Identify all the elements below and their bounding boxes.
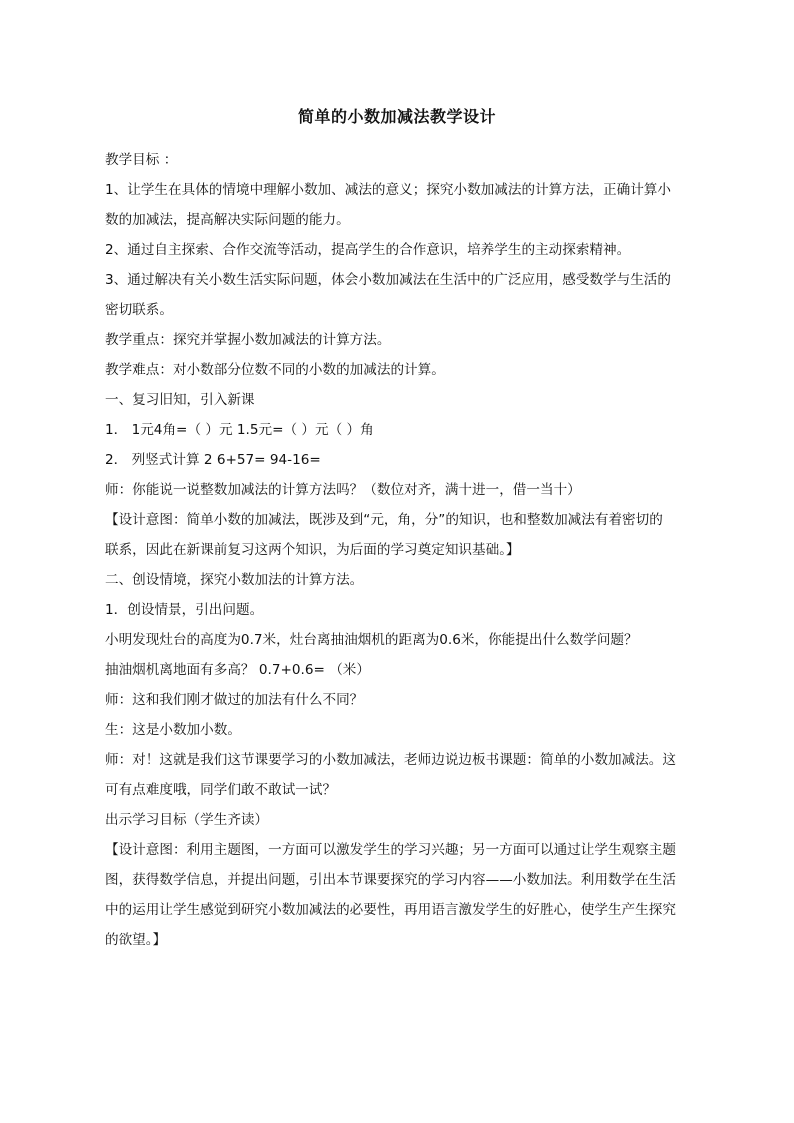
text-line: 2、通过自主探索、合作交流等活动，提高学生的合作意识，培养学生的主动探索精神。 (105, 242, 631, 258)
document-body (105, 145, 695, 955)
text-line: 中的运用让学生感觉到研究小数加减法的必要性，再用语言激发学生的好胜心，使学生产生探究 (105, 902, 676, 918)
text-line: 小明发现灶台的高度为0.7米，灶台离抽油烟机的距离为0.6米，你能提出什么数学问题？ (105, 632, 638, 648)
text-line: 【设计意图：简单小数的加减法，既涉及到“元，角，分”的知识，也和整数加减法有着密切的 (105, 512, 663, 528)
text-line: 出示学习目标（学生齐读） (105, 812, 269, 828)
text-line: 可有点难度哦，同学们敢不敢试一试？ (105, 782, 337, 798)
text-line: 3、通过解决有关小数生活实际问题，体会小数加减法在生活中的广泛应用，感受数学与生活的 (105, 272, 671, 288)
text-line: 师：对！这就是我们这节课要学习的小数加减法，老师边说边板书课题：简单的小数加减法。这 (105, 752, 676, 768)
text-line: 1． 1元4角=（ ）元 1.5元=（ ）元（ ）角 (105, 422, 374, 438)
text-line: 生：这是小数加小数。 (105, 722, 241, 738)
document-title: 简单的小数加减法教学设计 (297, 107, 496, 126)
text-line: 1、让学生在具体的情境中理解小数加、减法的意义；探究小数加减法的计算方法，正确计算小 (105, 182, 671, 198)
text-line: 师：这和我们刚才做过的加法有什么不同？ (105, 692, 364, 708)
text-line: 图，获得数学信息，并提出问题，引出本节课要探究的学习内容——小数加法。利用数学在生活 (105, 872, 676, 888)
section-heading: 一、复习旧知，引入新课 (105, 392, 255, 408)
section-heading: 二、创设情境，探究小数加法的计算方法。 (105, 572, 364, 588)
text-line: 数的加减法，提高解决实际问题的能力。 (105, 212, 350, 228)
text-line: 密切联系。 (105, 302, 173, 318)
text-line: 教学目标 ： (105, 152, 178, 168)
text-line: 教学难点：对小数部分位数不同的小数的加减法的计算。 (105, 362, 445, 378)
text-line: 师：你能说一说整数加减法的计算方法吗？（数位对齐，满十进一，借一当十） (105, 482, 581, 498)
text-line: 抽油烟机离地面有多高？ 0.7+0.6= （米） (105, 662, 370, 678)
text-line: 教学重点：探究并掌握小数加减法的计算方法。 (105, 332, 391, 348)
text-line: 【设计意图：利用主题图，一方面可以激发学生的学习兴趣；另一方面可以通过让学生观察主题 (105, 842, 676, 858)
text-line: 1．创设情景，引出问题。 (105, 602, 264, 618)
text-line: 2． 列竖式计算 2 6+57= 94-16= (105, 452, 321, 468)
text-line: 的欲望。】 (105, 932, 167, 948)
text-line: 联系，因此在新课前复习这两个知识，为后面的学习奠定知识基础。】 (105, 542, 520, 558)
